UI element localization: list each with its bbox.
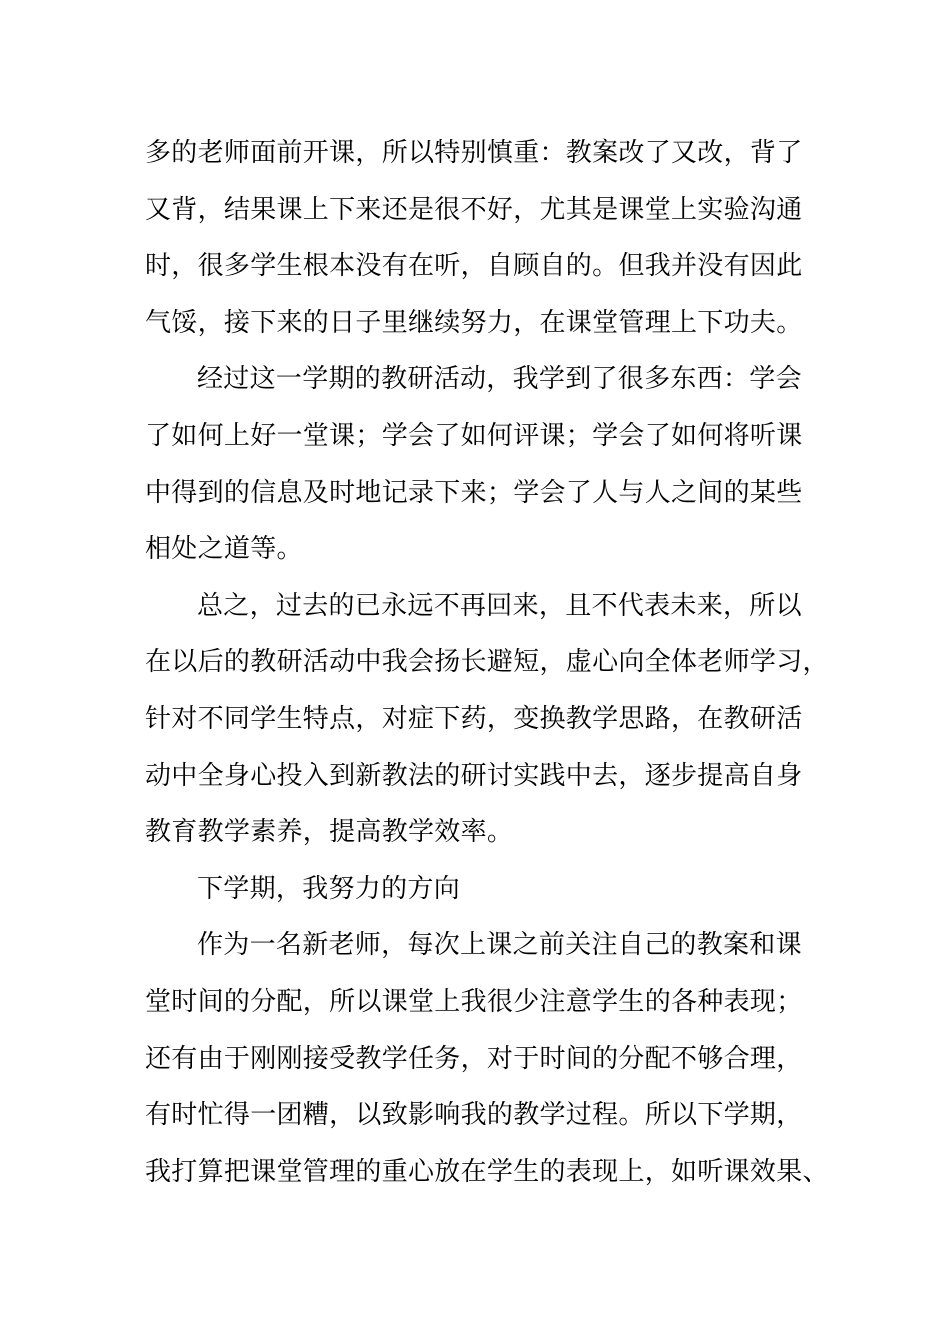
text-line: 堂时间的分配，所以课堂上我很少注意学生的各种表现；	[145, 986, 803, 1017]
section-heading: 下学期，我努力的方向	[197, 873, 461, 904]
text-line: 气馁，接下来的日子里继续努力，在课堂管理上下功夫。	[145, 307, 803, 338]
text-line: 还有由于刚刚接受教学任务，对于时间的分配不够合理，	[145, 1043, 803, 1074]
text-line: 针对不同学生特点，对症下药，变换教学思路，在教研活	[145, 703, 803, 734]
text-line: 时，很多学生根本没有在听，自顾自的。但我并没有因此	[145, 251, 803, 282]
text-line: 了如何上好一堂课；学会了如何评课；学会了如何将听课	[145, 420, 803, 451]
text-line: 教育教学素养，提高教学效率。	[145, 817, 514, 848]
text-line: 动中全身心投入到新教法的研讨实践中去，逐步提高自身	[145, 760, 803, 791]
paragraph-first-line: 总之，过去的已永远不再回来，且不代表未来，所以	[197, 590, 802, 621]
text-line: 我打算把课堂管理的重心放在学生的表现上，如听课效果、	[145, 1156, 829, 1187]
paragraph-first-line: 作为一名新老师，每次上课之前关注自己的教案和课	[197, 930, 802, 961]
text-line: 有时忙得一团糟，以致影响我的教学过程。所以下学期，	[145, 1100, 803, 1131]
text-line: 多的老师面前开课，所以特别慎重：教案改了又改，背了	[145, 138, 803, 168]
paragraph-first-line: 经过这一学期的教研活动，我学到了很多东西：学会	[197, 364, 802, 395]
text-line: 相处之道等。	[145, 534, 303, 565]
document-body	[145, 125, 829, 1200]
text-line: 在以后的教研活动中我会扬长避短，虚心向全体老师学习，	[145, 647, 829, 678]
text-line: 中得到的信息及时地记录下来；学会了人与人之间的某些	[145, 477, 803, 508]
text-line: 又背，结果课上下来还是很不好，尤其是课堂上实验沟通	[145, 194, 803, 225]
